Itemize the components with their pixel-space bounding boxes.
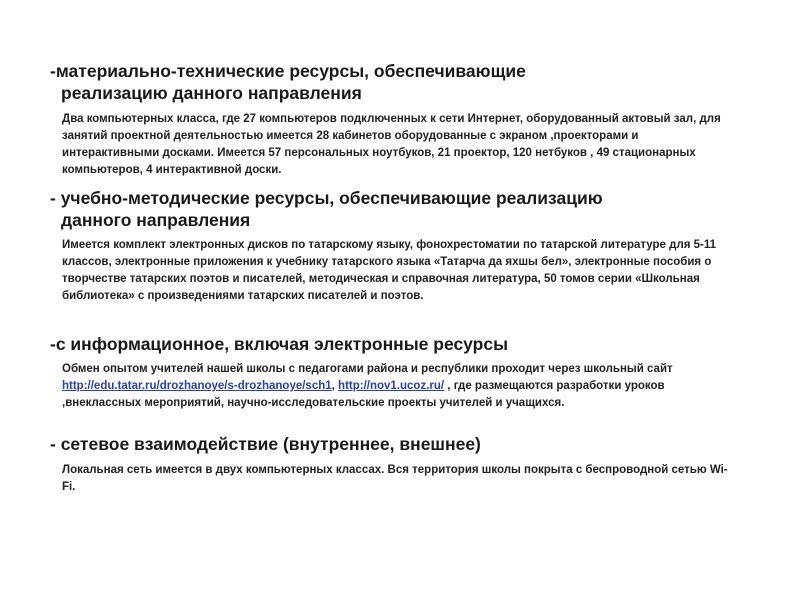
section-body-network-interaction: Локальная сеть имеется в двух компьютерных классах. Вся территория школы покрыта с беспроводной сетью Wi-Fi. <box>62 464 728 493</box>
ucoz-site-link[interactable]: http://nov1.ucoz.ru/ <box>338 380 445 392</box>
section-body-methodical-resources: Имеется комплект электронных дисков по татарскому языку, фонохрестоматии по татарской литературе для 5-11 классов, электронные приложения к учебнику татарского языка «Татарча да яхшы бел», электронные пособия о творчестве татарских поэтов и писателей, методическая и справочная литература, 50 томов серии «Школьная библиотека» с произведениями татарских писателей и поэтов. <box>62 239 717 302</box>
section-heading-network-interaction <box>50 433 730 455</box>
section-body-material-resources: Два компьютерных класса, где 27 компьютеров подключенных к сети Интернет, оборудованный актовый зал, для занятий проектной деятельностью имеется 28 кабинетов оборудованные с экраном ,проекторами и интерактивными досками. Имеется 57 персональных ноутбуков, 21 проектор, 120 нетбуков , 49 стационарных компьютеров, 4 интерактивной доски. <box>62 113 721 176</box>
section-heading-methodical-resources <box>50 187 730 231</box>
section-heading-line2: данного направления <box>61 210 251 230</box>
body-text-segment: , <box>331 380 339 392</box>
section-heading-material-resources <box>50 60 730 104</box>
section-heading-line2: реализацию данного направления <box>61 83 362 103</box>
section-heading-line1: - учебно-методические ресурсы, обеспечивающие реализацию <box>50 188 603 208</box>
section-body-information-resources <box>62 361 732 412</box>
section-heading-line1: -с информационное, включая электронные ресурсы <box>50 334 509 354</box>
school-site-link[interactable]: http://edu.tatar.ru/drozhanoye/s-drozhanoye/sch1 <box>62 380 332 392</box>
section-heading-information-resources <box>50 333 730 355</box>
body-text-segment: Обмен опытом учителей нашей школы с педагогами района и республики проходит через школьный сайт <box>62 363 673 375</box>
body-text-segment: , где размещаются разработки уроков ,внеклассных мероприятий, научно-исследовательские проекты учителей и учащихся. <box>62 380 665 409</box>
section-heading-line1: -материально-технические ресурсы, обеспечивающие <box>50 61 526 81</box>
section-heading-line1: - сетевое взаимодействие (внутреннее, внешнее) <box>50 434 481 454</box>
